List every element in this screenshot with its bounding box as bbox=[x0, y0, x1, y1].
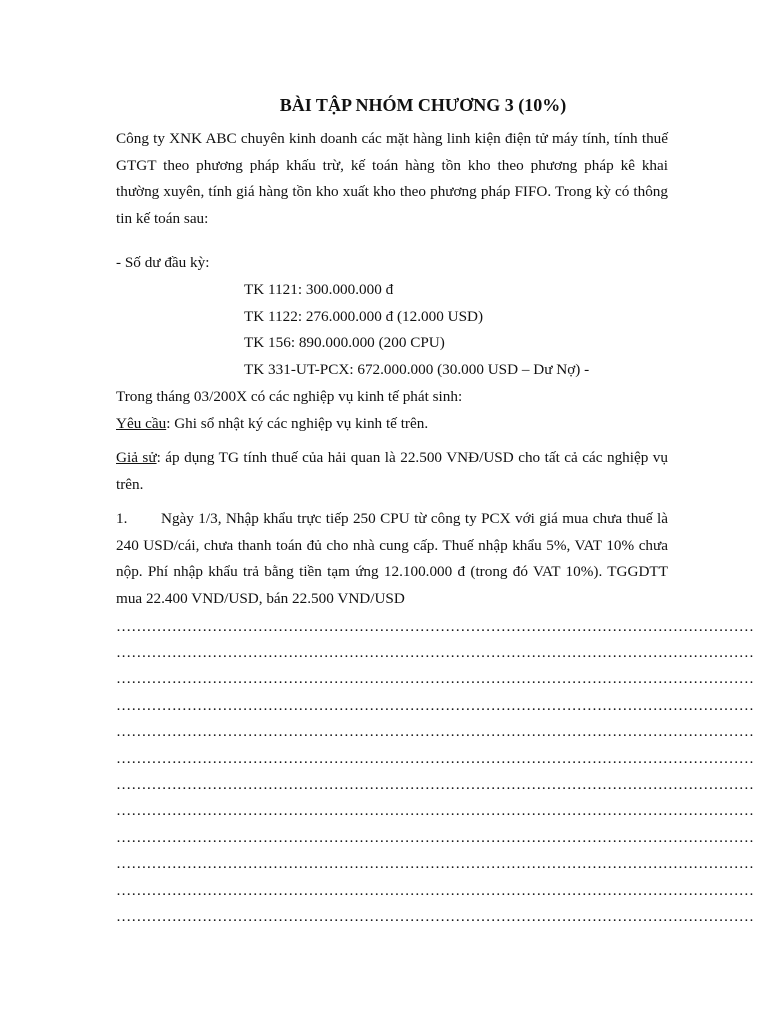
item-1-paragraph bbox=[116, 506, 668, 612]
account-line-1122: TK 1122: 276.000.000 đ (12.000 USD) bbox=[244, 308, 484, 325]
document-title: BÀI TẬP NHÓM CHƯƠNG 3 (10%) bbox=[279, 95, 567, 115]
opening-balance-label: - Số dư đầu kỳ: bbox=[116, 254, 210, 271]
intro-paragraph: Công ty XNK ABC chuyên kinh doanh các mặt hàng linh kiện điện tử máy tính, tính thuế GTGT theo phương pháp khấu trừ, kế toán hàng tồn kho theo phương pháp kê khai thường xuyên, tính giá hàng tồn kho xuất kho theo phương pháp FIFO. Trong kỳ có thông tin kế toán sau: bbox=[116, 130, 668, 227]
requirement-text: : Ghi sổ nhật ký các nghiệp vụ kinh tế trên. bbox=[166, 415, 429, 432]
assumption-text: : áp dụng TG tính thuế của hải quan là 22.500 VNĐ/USD cho tất cả các nghiệp vụ trên. bbox=[116, 449, 668, 493]
account-line-156: TK 156: 890.000.000 (200 CPU) bbox=[244, 334, 445, 351]
dotted-answer-line: ……………………………………………………………………………………………………………… bbox=[116, 750, 754, 767]
dotted-answer-line: ……………………………………………………………………………………………………………… bbox=[116, 723, 754, 740]
dotted-answer-line: ……………………………………………………………………………………………………………… bbox=[116, 697, 754, 714]
account-line-331: TK 331-UT-PCX: 672.000.000 (30.000 USD – Dư Nợ) - bbox=[244, 361, 590, 378]
period-line: Trong tháng 03/200X có các nghiệp vụ kinh tế phát sinh: bbox=[116, 388, 463, 405]
item-1-text: Ngày 1/3, Nhập khẩu trực tiếp 250 CPU từ công ty PCX với giá mua chưa thuế là 240 USD/cái, chưa thanh toán đủ cho nhà cung cấp. Thuế nhập khẩu 5%, VAT 10% chưa nộp. Phí nhập khẩu trả bằng tiền tạm ứng 12.100.000 đ (trong đó VAT 10%). TGGDTT mua 22.400 VND/USD, bán 22.500 VND/USD bbox=[116, 510, 668, 607]
dotted-answer-line: ……………………………………………………………………………………………………………… bbox=[116, 882, 754, 899]
requirement-line bbox=[116, 414, 428, 434]
dotted-answer-line: ……………………………………………………………………………………………………………… bbox=[116, 644, 754, 661]
dotted-answer-line: ……………………………………………………………………………………………………………… bbox=[116, 776, 754, 793]
requirement-label: Yêu cầu bbox=[116, 415, 167, 432]
dotted-answer-line: ……………………………………………………………………………………………………………… bbox=[116, 618, 754, 635]
assumption-label: Giả sử bbox=[116, 449, 157, 466]
assumption-paragraph bbox=[116, 445, 668, 498]
dotted-answer-line: ……………………………………………………………………………………………………………… bbox=[116, 908, 754, 925]
dotted-answer-line: ……………………………………………………………………………………………………………… bbox=[116, 855, 754, 872]
dotted-answer-line: ……………………………………………………………………………………………………………… bbox=[116, 670, 754, 687]
dotted-answer-line: ……………………………………………………………………………………………………………… bbox=[116, 829, 754, 846]
account-line-1121: TK 1121: 300.000.000 đ bbox=[244, 281, 394, 298]
item-1-number: 1. bbox=[116, 510, 128, 527]
dotted-answer-line: ……………………………………………………………………………………………………………… bbox=[116, 802, 754, 819]
